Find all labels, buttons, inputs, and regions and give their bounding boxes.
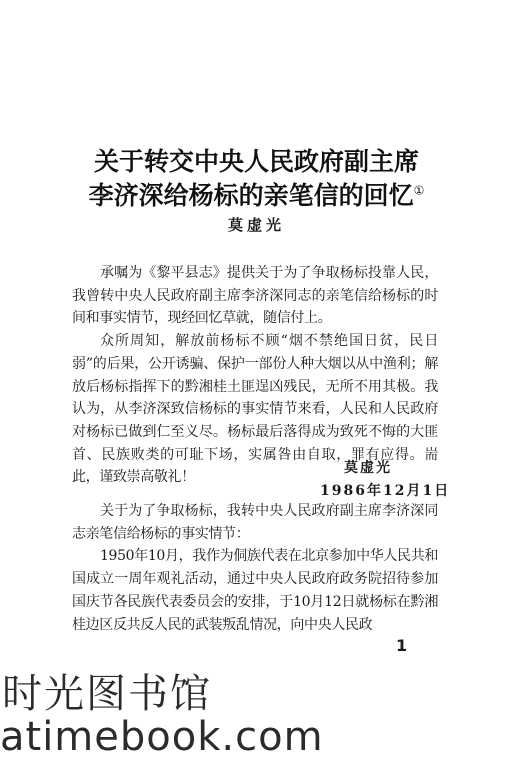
paragraph: 关于为了争取杨标，我转中央人民政府副主席李济深同志亲笔信给杨标的事实情节： [72, 503, 438, 542]
signature: 莫虚光 [344, 460, 392, 476]
paragraph: 1950年10月，我作为侗族代表在北京参加中华人民共和国成立一周年观礼活动，通过中央人民政府政务院招待参加国庆节各民族代表委员会的安排，于10月12日就杨标在黔湘桂边区反共反人民的武装叛乱情况，向中央人民政 [72, 548, 438, 633]
letter-date: 1986年12月1日 [320, 483, 451, 499]
title-line-1: 关于转交中央人民政府副主席 [93, 147, 419, 176]
watermark-line-2: atimebook.com [0, 714, 324, 760]
watermark-line-1: 时光图书馆 [2, 671, 212, 717]
paragraph: 承嘱为《黎平县志》提供关于为了争取杨标投靠人民，我曾转中央人民政府副主席李济深同志的亲笔信给杨标的时间和事实情节，现经回忆草就，随信付上。 [72, 265, 438, 327]
author-name: 莫虚光 [227, 216, 285, 234]
paragraph: 众所周知，解放前杨标不顾“烟不禁绝国日贫，民日弱”的后果，公开诱骗、保护一部份人种大烟以从中渔利；解放后杨标指挥下的黔湘桂土匪逞凶残民，无所不用其极。我认为，从李济深致信杨标的事实情节来看，人民和人民政府对杨标已做到仁至义尽。杨标最后落得成为致死不悔的大匪首、民族败类的可耻下场，实属咎由自取，罪有应得。耑此，谨致崇高敬礼！ [72, 333, 438, 486]
title-line-2 [0, 176, 513, 212]
body-bottom [72, 500, 438, 636]
page-number: 1 [396, 636, 408, 655]
body-top [72, 262, 438, 489]
footnote-mark: ① [413, 183, 425, 198]
title-line-2-text: 李济深给杨标的亲笔信的回忆 [88, 181, 414, 210]
